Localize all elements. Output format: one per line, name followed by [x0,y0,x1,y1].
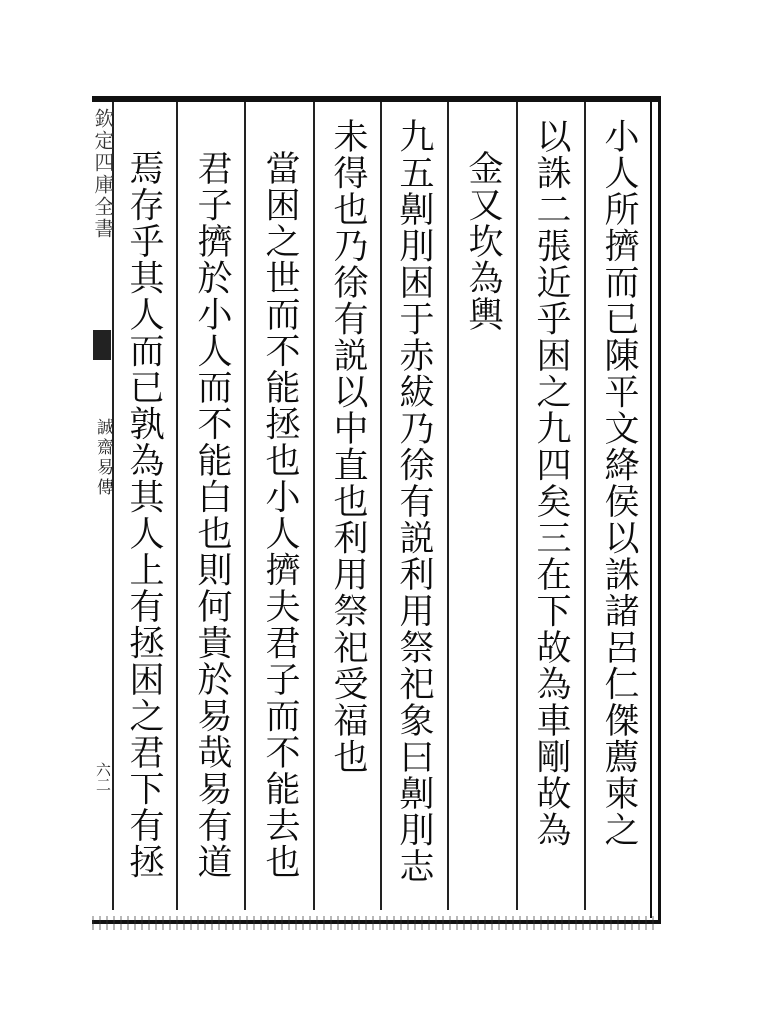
column-rule [176,102,178,910]
text-column: 未得也乃徐有説以中直也利用祭祀受福也 [328,118,368,775]
margin-page-number: 六二 [94,762,112,792]
margin-book-title: 誠齋易傳 [93,418,113,498]
scan-edge-noise [92,916,658,930]
frame-right-rule [650,96,652,918]
text-column: 焉存乎其人而已孰為其人上有拯困之君下有拯 [124,150,164,880]
text-column: 金又坎為輿 [463,150,503,333]
margin-header-text: 欽定四庫全書 [91,108,115,240]
text-column: 以誅二張近乎困之九四矣三在下故為車剛故為 [531,118,571,848]
text-column: 當困之世而不能拯也小人擠夫君子而不能去也 [260,150,300,880]
column-rule [584,102,586,910]
column-rule [380,102,382,910]
column-rule [447,102,449,910]
text-column: 君子擠於小人而不能白也則何貴於易哉易有道 [192,150,232,880]
fishtail-mark [93,330,111,360]
text-column: 九五劓刖困于赤紱乃徐有説利用祭祀象曰劓刖志 [394,118,434,885]
text-column: 小人所擠而已陳平文絳侯以誅諸呂仁傑薦柬之 [599,118,639,848]
column-rule [516,102,518,910]
column-rule [244,102,246,910]
column-rule [313,102,315,910]
